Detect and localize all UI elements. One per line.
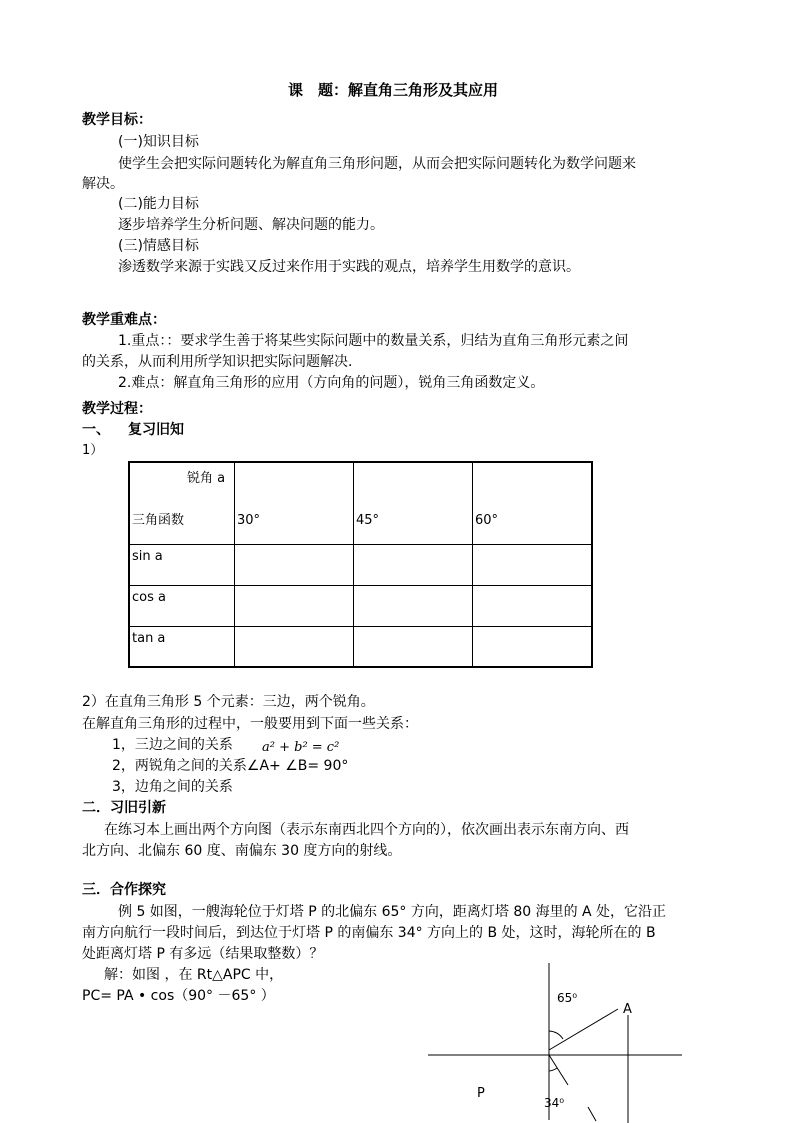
- table-corner-cell: [129, 462, 235, 544]
- table-cell: [354, 626, 473, 667]
- example-text-2: 南方向航行一段时间后，到达位于灯塔 P 的南偏东 34° 方向上的 B 处，这时，海轮所在的 B: [82, 925, 656, 941]
- solution-text-2: PC= PA • cos（90° －65° ）: [82, 988, 275, 1004]
- table-col-header: 30°: [235, 462, 354, 544]
- section-1-number: 一、: [82, 422, 110, 438]
- point-a-label: A: [623, 1002, 632, 1017]
- process-heading: 教学过程：: [82, 401, 152, 417]
- table-cell: [354, 585, 473, 626]
- keypoint-1-text-1: 1.重点：：要求学生善于将某些实际问题中的数量关系，归结为直角三角形元素之间: [118, 333, 629, 349]
- example-text-3: 处距离灯塔 P 有多远（结果取整数）？: [82, 946, 324, 962]
- knowledge-goal-label: (一)知识目标: [118, 134, 199, 150]
- corner-bottom-label: 三角函数: [132, 513, 185, 528]
- section-1-title: 复习旧知: [128, 422, 184, 438]
- table-row-header: tan a: [129, 626, 235, 667]
- page-title: 课 题：解直角三角形及其应用: [288, 81, 499, 99]
- angle-34-label: 34⁰: [544, 1096, 565, 1110]
- keypoint-1-text-2: 的关系，从而利用所学知识把实际问题解决.: [82, 354, 353, 370]
- knowledge-goal-text-1: 使学生会把实际问题转化为解直角三角形问题，从而会把实际问题转化为数学问题来: [118, 156, 636, 172]
- knowledge-goal-text-2: 解决。: [82, 176, 124, 192]
- point-p-label: P: [477, 1086, 485, 1101]
- keypoint-2-text: 2.难点：解直角三角形的应用（方向角的问题），锐角三角函数定义。: [118, 375, 545, 391]
- table-cell: [473, 544, 593, 585]
- item-2-text: 2）在直角三角形 5 个元素：三边，两个锐角。: [82, 694, 375, 710]
- ability-goal-label: (二)能力目标: [118, 196, 199, 212]
- table-cell: [473, 626, 593, 667]
- table-cell: [354, 544, 473, 585]
- item-1-label: 1）: [82, 443, 104, 458]
- section-2-text-2: 北方向、北偏东 60 度、南偏东 30 度方向的射线。: [82, 843, 402, 859]
- table-cell: [235, 626, 354, 667]
- section-2-title: 二．习旧引新: [82, 800, 166, 816]
- angle-arc-65: [549, 1031, 563, 1039]
- corner-top-label: 锐角 a: [187, 471, 226, 486]
- relations-intro: 在解直角三角形的过程中，一般要用到下面一些关系：: [82, 716, 418, 732]
- table-cell: [235, 544, 354, 585]
- angle-65-label: 65⁰: [557, 991, 578, 1005]
- relation-2: 2，两锐角之间的关系∠A+ ∠B= 90°: [112, 758, 349, 774]
- emotion-goal-text: 渗透数学来源于实践又反过来作用于实践的观点，培养学生用数学的意识。: [118, 259, 580, 275]
- relation-3: 3，边角之间的关系: [112, 779, 233, 795]
- example-text-1: 例 5 如图，一艘海轮位于灯塔 P 的北偏东 65° 方向，距离灯塔 80 海里的 A 处，它沿正: [118, 904, 667, 920]
- relation-1: 1，三边之间的关系: [112, 737, 233, 753]
- table-row-header: cos a: [129, 585, 235, 626]
- table-col-header: 45°: [354, 462, 473, 544]
- table-row-header: sin a: [129, 544, 235, 585]
- table-col-header: 60°: [473, 462, 593, 544]
- trig-table: [128, 461, 593, 668]
- goals-heading: 教学目标：: [82, 112, 152, 128]
- pythagorean-formula: a² + b² = c²: [262, 740, 340, 755]
- emotion-goal-label: (三)情感目标: [118, 238, 199, 254]
- section-3-title: 三．合作探究: [82, 882, 166, 898]
- ray-pb-dash: [588, 1107, 596, 1121]
- ray-pa: [549, 1009, 618, 1050]
- direction-diagram: [420, 955, 720, 1123]
- table-cell: [473, 585, 593, 626]
- table-cell: [235, 585, 354, 626]
- section-2-text-1: 在练习本上画出两个方向图（表示东南西北四个方向的），依次画出表示东南方向、西: [104, 822, 629, 838]
- solution-text-1: 解：如图 ，在 Rt△APC 中，: [104, 967, 284, 983]
- keypoints-heading: 教学重难点：: [82, 312, 166, 328]
- ability-goal-text: 逐步培养学生分析问题、解决问题的能力。: [118, 217, 384, 233]
- angle-arc-34: [549, 1068, 557, 1071]
